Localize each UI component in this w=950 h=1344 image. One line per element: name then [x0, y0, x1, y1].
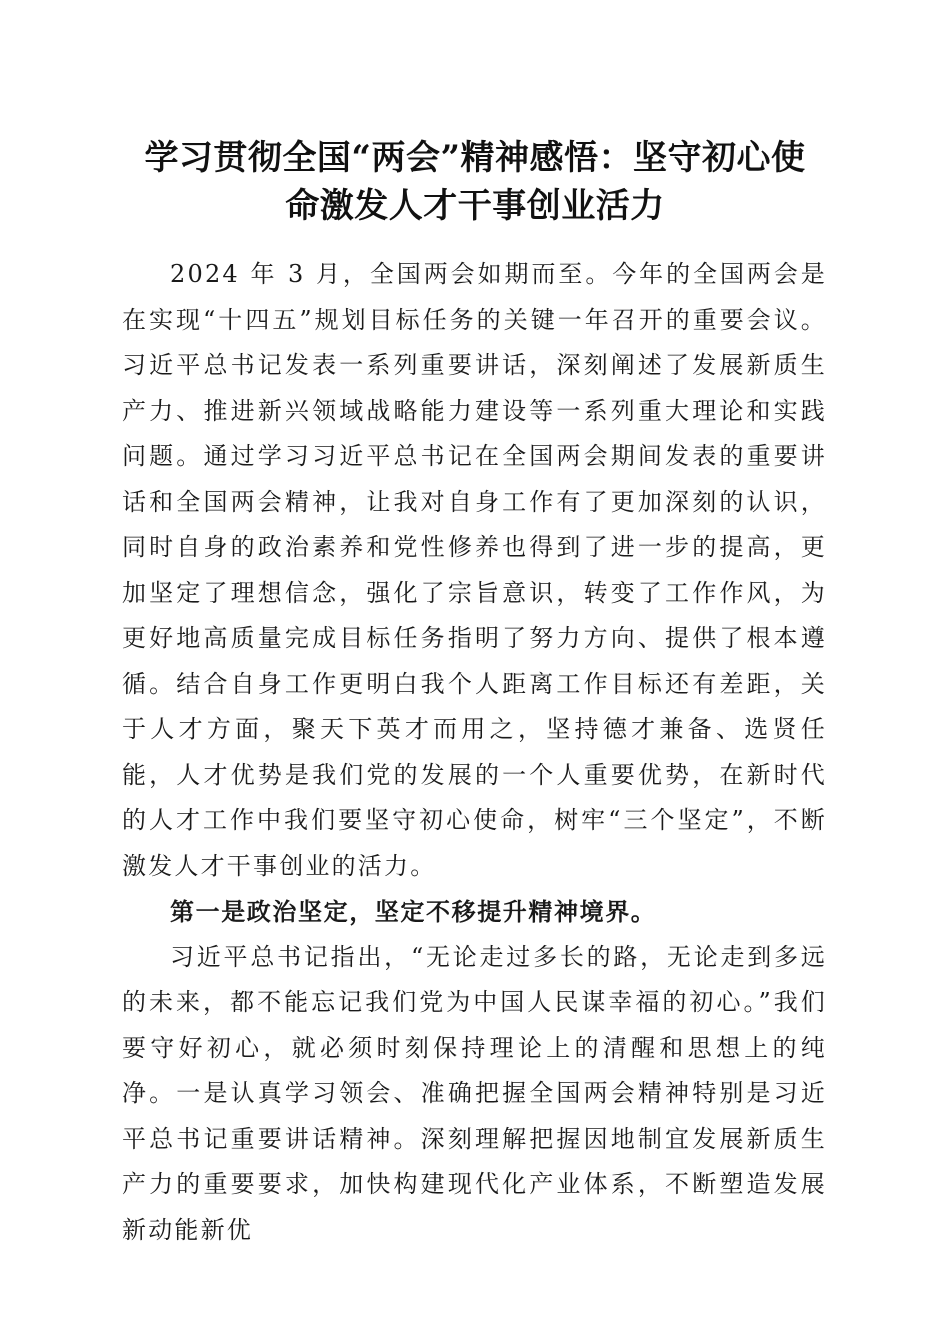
document-body — [122, 252, 827, 1253]
title-line-2: 命激发人才干事创业活力 — [285, 186, 665, 226]
paragraph-intro: 2024 年 3 月，全国两会如期而至。今年的全国两会是在实现“十四五”规划目标任务的关键一年召开的重要会议。习近平总书记发表一系列重要讲话，深刻阐述了发展新质生产力、推进新兴领域战略能力建设等一系列重大理论和实践问题。通过学习习近平总书记在全国两会期间发表的重要讲话和全国两会精神，让我对自身工作有了更加深刻的认识，同时自身的政治素养和党性修养也得到了进一步的提高，更加坚定了理想信念，强化了宗旨意识，转变了工作作风，为更好地高质量完成目标任务指明了努力方向、提供了根本遵循。结合自身工作更明白我个人距离工作目标还有差距，关于人才方面，聚天下英才而用之，坚持德才兼备、选贤任能，人才优势是我们党的发展的一个人重要优势，在新时代的人才工作中我们要坚守初心使命，树牢“三个坚定”，不断激发人才干事创业的活力。 — [122, 260, 827, 880]
paragraph-section-1: 习近平总书记指出，“无论走过多长的路，无论走到多远的未来，都不能忘记我们党为中国人民谋幸福的初心。”我们要守好初心，就必须时刻保持理论上的清醒和思想上的纯净。一是认真学习领会、准确把握全国两会精神特别是习近平总书记重要讲话精神。深刻理解把握因地制宜发展新质生产力的重要要求，加快构建现代化产业体系，不断塑造发展新动能新优 — [122, 942, 827, 1244]
section-heading: 第一是政治坚定，坚定不移提升精神境界。 — [170, 897, 657, 926]
title-line-1: 学习贯彻全国“两会”精神感悟：坚守初心使 — [144, 138, 806, 178]
document-title — [100, 134, 850, 230]
